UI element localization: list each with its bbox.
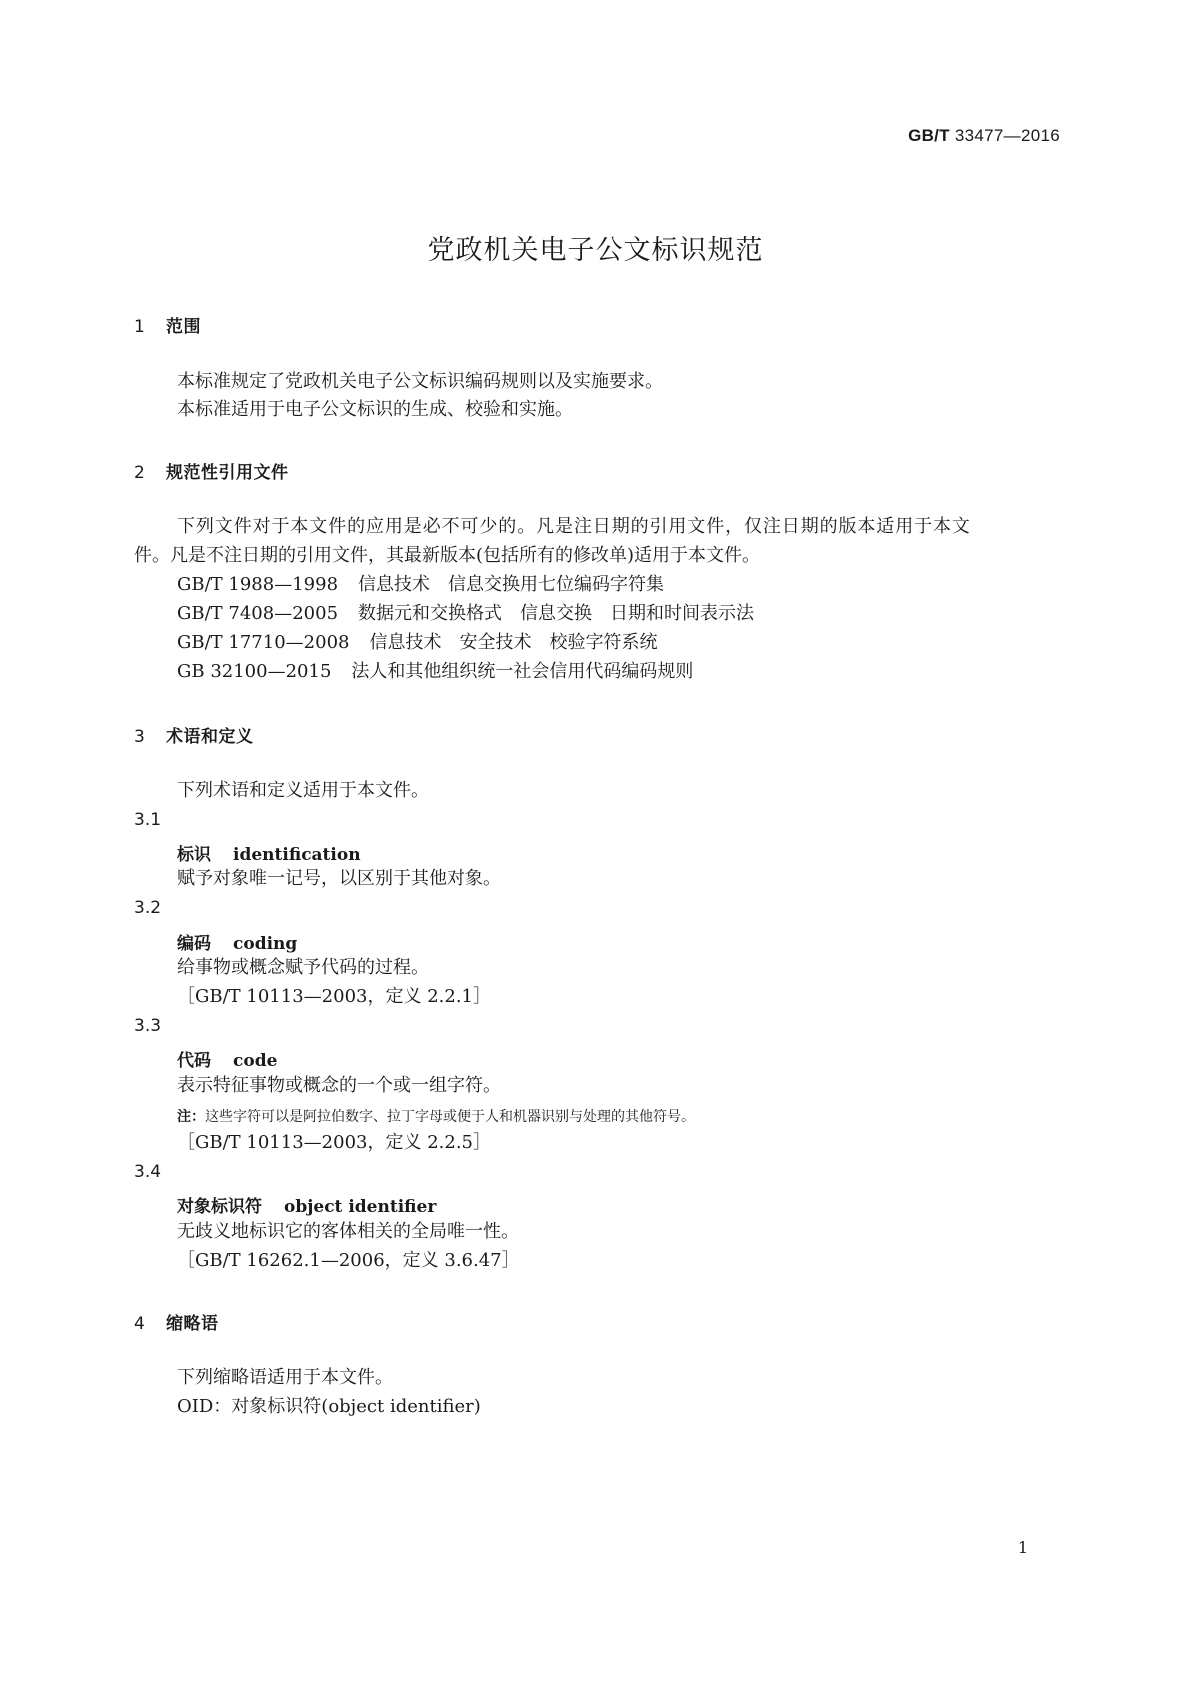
reference-code: GB 32100—2015 [177,661,332,682]
section-4-heading [134,1309,219,1334]
term-source: ［GB/T 16262.1—2006，定义 3.6.47］ [177,1250,520,1271]
term-en: code [233,1051,278,1071]
term-entry [177,929,297,954]
reference-code: GB/T 1988—1998 [177,574,339,595]
term-definition: 给事物或概念赋予代码的过程。 [177,957,429,978]
document-title: 党政机关电子公文标识规范 [427,235,764,266]
section-number: 1 [134,317,146,337]
term-number: 3.1 [134,810,162,830]
paragraph: 下列文件对于本文件的应用是必不可少的。凡是注日期的引用文件，仅注日期的版本适用于本文 [177,516,971,537]
term-definition: 表示特征事物或概念的一个或一组字符。 [177,1075,501,1096]
standard-code [908,126,1060,146]
term-definition: 无歧义地标识它的客体相关的全局唯一性。 [177,1221,519,1242]
term-number: 3.2 [134,898,162,918]
section-3-heading [134,722,254,747]
term-en: object identifier [284,1197,437,1217]
reference-title: 数据元和交换格式 信息交换 日期和时间表示法 [358,603,755,624]
term-entry [177,1046,277,1071]
normative-reference [177,573,664,597]
reference-code: GB/T 17710—2008 [177,632,350,653]
term-zh: 对象标识符 [177,1197,262,1217]
term-zh: 代码 [177,1051,211,1071]
term-source: ［GB/T 10113—2003，定义 2.2.5］ [177,1132,491,1153]
standard-number: 33477—2016 [954,126,1060,145]
section-title: 规范性引用文件 [166,463,289,483]
section-number: 2 [134,463,146,483]
term-number: 3.4 [134,1162,162,1182]
section-number: 3 [134,727,146,747]
page-number: 1 [1017,1538,1028,1557]
section-number: 4 [134,1314,146,1334]
note-text: 这些字符可以是阿拉伯数字、拉丁字母或便于人和机器识别与处理的其他符号。 [205,1109,695,1125]
normative-reference [177,631,657,655]
paragraph: 本标准规定了党政机关电子公文标识编码规则以及实施要求。 [177,371,663,392]
paragraph: 下列缩略语适用于本文件。 [177,1367,393,1388]
reference-title: 信息技术 安全技术 校验字符系统 [369,632,658,653]
term-zh: 标识 [177,845,211,865]
reference-code: GB/T 7408—2005 [177,603,339,624]
paragraph: 下列术语和定义适用于本文件。 [177,780,429,801]
section-title: 范围 [166,317,201,337]
term-entry [177,840,361,865]
normative-reference [177,660,693,684]
term-source: ［GB/T 10113—2003，定义 2.2.1］ [177,986,491,1007]
reference-title: 信息技术 信息交换用七位编码字符集 [358,574,665,595]
term-en: coding [233,934,298,954]
normative-reference [177,602,754,626]
note-label: 注： [177,1109,205,1125]
term-zh: 编码 [177,934,211,954]
paragraph: 本标准适用于电子公文标识的生成、校验和实施。 [177,399,573,420]
section-title: 缩略语 [166,1314,219,1334]
section-1-heading [134,312,201,337]
reference-title: 法人和其他组织统一社会信用代码编码规则 [351,661,694,682]
term-entry [177,1192,436,1217]
term-note [177,1106,695,1126]
section-2-heading [134,458,289,483]
standard-prefix: GB/T [908,126,950,145]
term-number: 3.3 [134,1016,162,1036]
paragraph: 件。凡是不注日期的引用文件，其最新版本(包括所有的修改单)适用于本文件。 [134,545,761,566]
section-title: 术语和定义 [166,727,254,747]
abbreviation-entry: OID：对象标识符(object identifier) [177,1396,481,1417]
term-definition: 赋予对象唯一记号，以区别于其他对象。 [177,868,501,889]
term-en: identification [233,845,361,865]
